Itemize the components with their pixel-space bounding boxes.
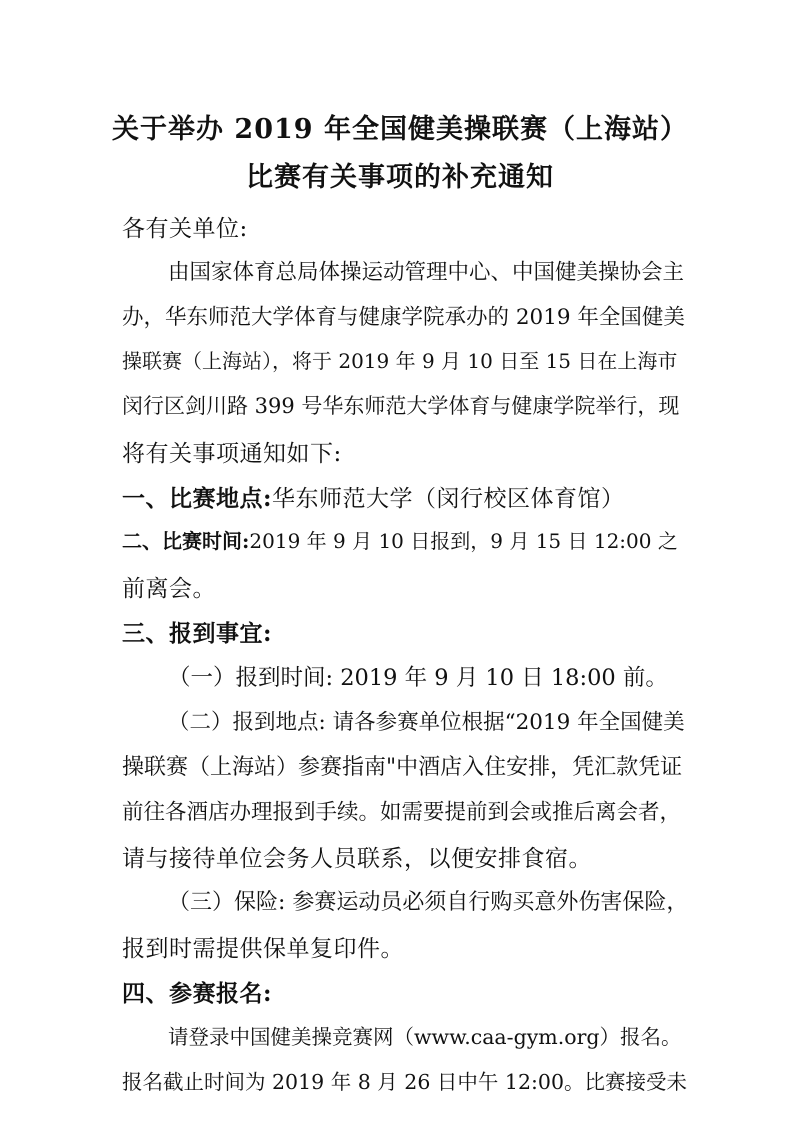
intro-line-3: 操联赛（上海站），将于 2019 年 9 月 10 日至 15 日在上海市 (122, 349, 678, 373)
section-4-heading: 四、参赛报名: (122, 980, 272, 1007)
salutation: 各有关单位: (122, 216, 248, 242)
section-2-continuation: 前离会。 (122, 576, 216, 602)
section-2-text: 2019 年 9 月 10 日报到，9 月 15 日 12:00 之 (249, 529, 678, 553)
section-3-item-3-line-1: （三）保险: 参赛运动员必须自行购买意外伤害保险， (168, 890, 689, 915)
section-3-item-2-line-2: 操联赛（上海站）参赛指南"中酒店入住安排，凭汇款凭证 (122, 755, 683, 780)
section-3-item-2-line-3: 前往各酒店办理报到手续。如需要提前到会或推后离会者， (122, 800, 682, 825)
section-1-text: 华东师范大学（闵行校区体育馆） (272, 486, 625, 512)
section-3-item-3-line-2: 报到时需提供保单复印件。 (122, 936, 404, 962)
intro-line-4: 闵行区剑川路 399 号华东师范大学体育与健康学院举行，现 (122, 394, 680, 418)
section-4-line-1: 请登录中国健美操竞赛网（www.caa-gym.org）报名。 (168, 1025, 682, 1049)
intro-line-5: 将有关事项通知如下: (122, 441, 342, 467)
section-4-line-2: 报名截止时间为 2019 年 8 月 26 日中午 12:00。比赛接受未 (122, 1070, 687, 1094)
section-3-item-2-line-1: （二）报到地点: 请各参赛单位根据“2019 年全国健美 (168, 710, 685, 735)
section-3-item-1: （一）报到时间: 2019 年 9 月 10 日 18:00 前。 (168, 665, 668, 691)
document-title-line-2: 比赛有关事项的补充通知 (246, 162, 554, 193)
section-2-heading: 二、比赛时间: (122, 529, 250, 553)
section-1 (122, 480, 625, 513)
section-3-heading: 三、报到事宜: (122, 620, 272, 647)
section-3-item-2-line-4: 请与接待单位会务人员联系，以便安排食宿。 (122, 846, 592, 872)
document-title-line-1: 关于举办 2019 年全国健美操联赛（上海站） (112, 114, 688, 145)
intro-line-2: 办，华东师范大学体育与健康学院承办的 2019 年全国健美 (122, 305, 685, 330)
section-2 (122, 525, 678, 554)
section-1-heading: 一、比赛地点: (122, 485, 272, 512)
intro-line-1: 由国家体育总局体操运动管理中心、中国健美操协会主 (168, 260, 685, 285)
